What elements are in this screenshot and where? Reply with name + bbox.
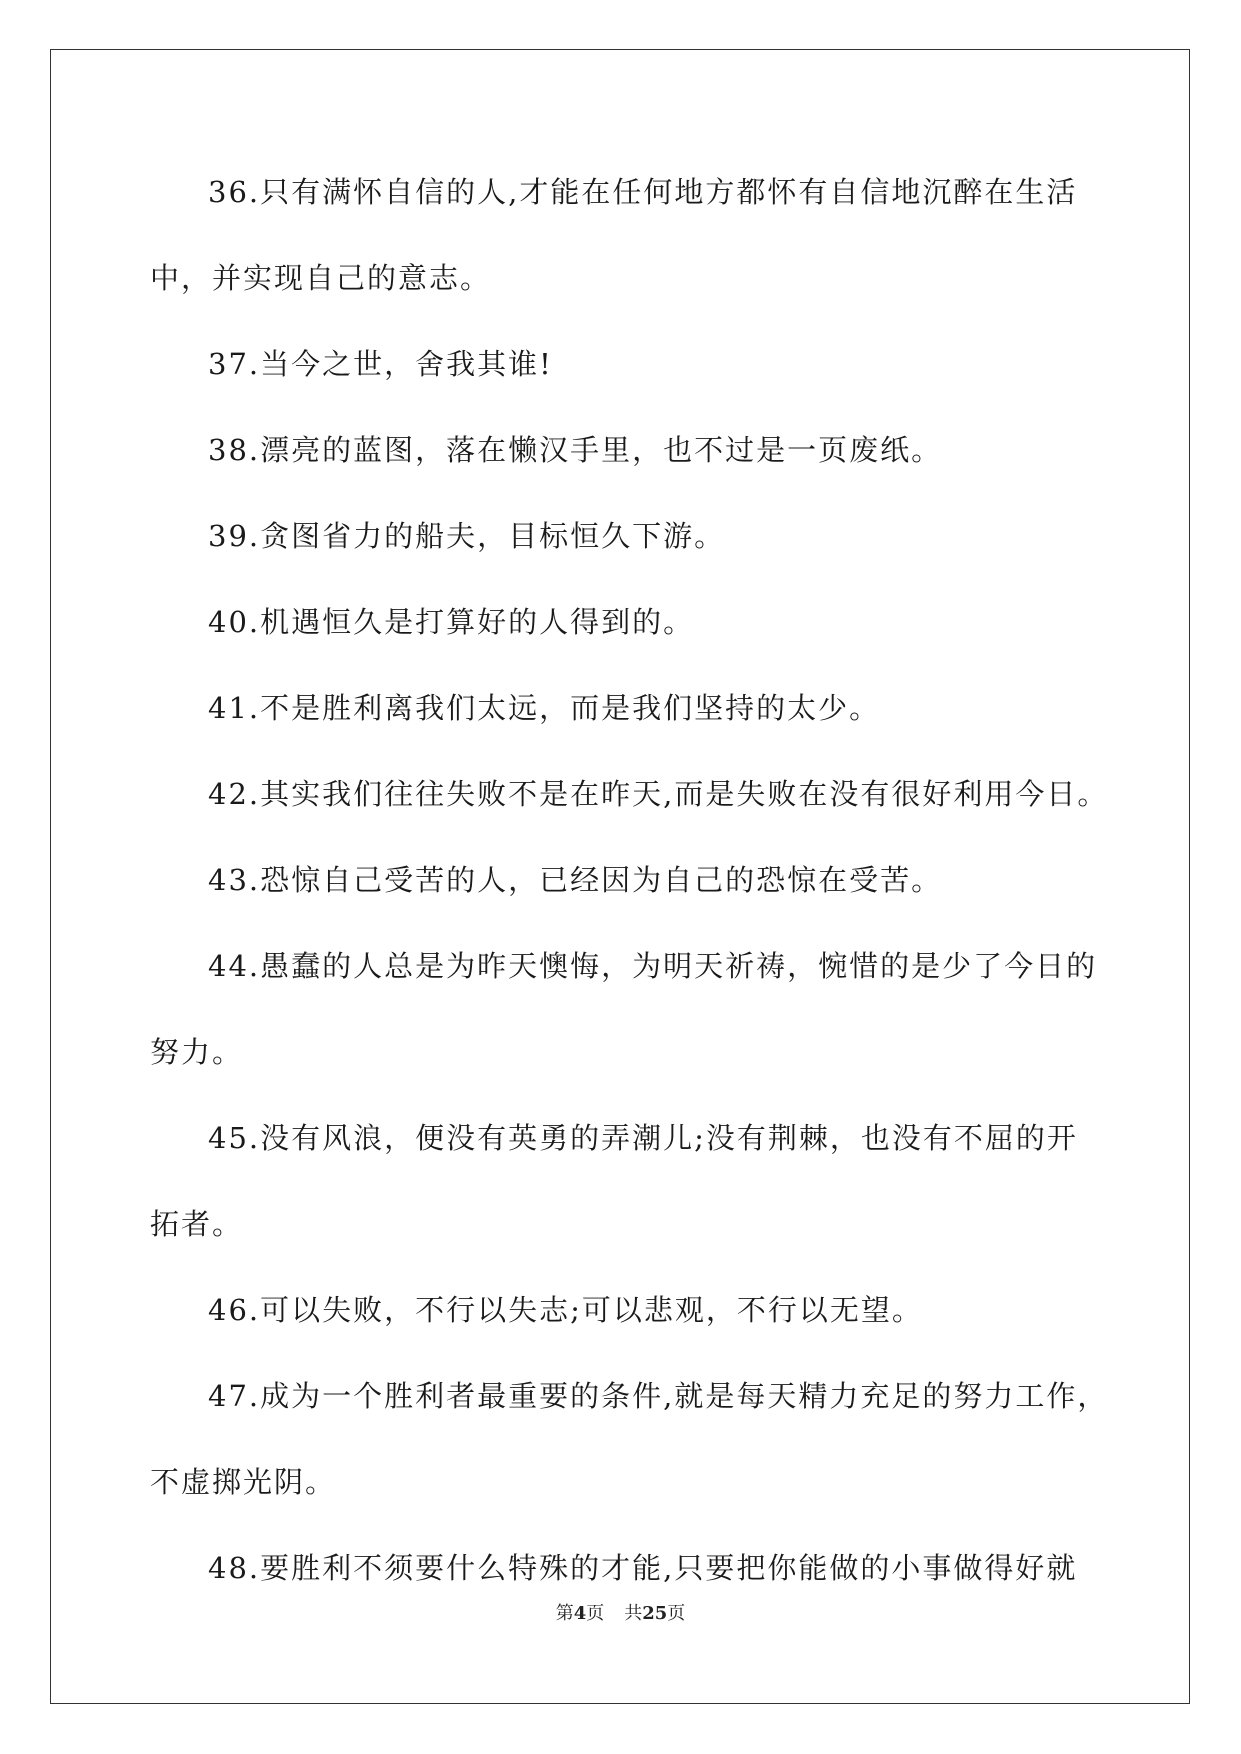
page-footer — [0, 1602, 1241, 1626]
paragraph-line: 努力。 — [150, 1035, 244, 1069]
document-body — [150, 163, 1109, 1625]
paragraph-line: 38.漂亮的蓝图，落在懒汉手里，也不过是一页废纸。 — [208, 433, 943, 467]
total-page-number: 25 — [642, 1603, 668, 1624]
paragraph-line: 37.当今之世，舍我其谁! — [208, 347, 553, 381]
paragraph-line: 39.贪图省力的船夫，目标恒久下游。 — [208, 519, 726, 553]
paragraph-line: 46.可以失败，不行以失志;可以悲观，不行以无望。 — [208, 1293, 923, 1327]
paragraph-line: 48.要胜利不须要什么特殊的才能,只要把你能做的小事做得好就 — [208, 1551, 1078, 1585]
paragraph-line: 36.只有满怀自信的人,才能在任何地方都怀有自信地沉醉在生活 — [208, 175, 1078, 209]
paragraph-line: 拓者。 — [150, 1207, 244, 1241]
page-label-suffix: 页 — [586, 1603, 605, 1624]
paragraph-line: 中，并实现自己的意志。 — [150, 261, 492, 295]
paragraph-line: 44.愚蠢的人总是为昨天懊悔，为明天祈祷，惋惜的是少了今日的 — [208, 949, 1098, 983]
paragraph-line: 不虚掷光阴。 — [150, 1465, 337, 1499]
total-label-prefix: 共 — [624, 1603, 643, 1624]
paragraph-line: 43.恐惊自己受苦的人，已经因为自己的恐惊在受苦。 — [208, 863, 943, 897]
current-page-number: 4 — [573, 1603, 587, 1624]
paragraph-line: 47.成为一个胜利者最重要的条件,就是每天精力充足的努力工作， — [208, 1379, 1109, 1413]
paragraph-line: 41.不是胜利离我们太远，而是我们坚持的太少。 — [208, 691, 881, 725]
page-label-prefix: 第 — [555, 1603, 574, 1624]
total-label-suffix: 页 — [667, 1603, 686, 1624]
paragraph-line: 40.机遇恒久是打算好的人得到的。 — [208, 605, 695, 639]
paragraph-line: 42.其实我们往往失败不是在昨天,而是失败在没有很好利用今日。 — [208, 777, 1109, 811]
paragraph-line: 45.没有风浪，便没有英勇的弄潮儿;没有荆棘，也没有不屈的开 — [208, 1121, 1078, 1155]
